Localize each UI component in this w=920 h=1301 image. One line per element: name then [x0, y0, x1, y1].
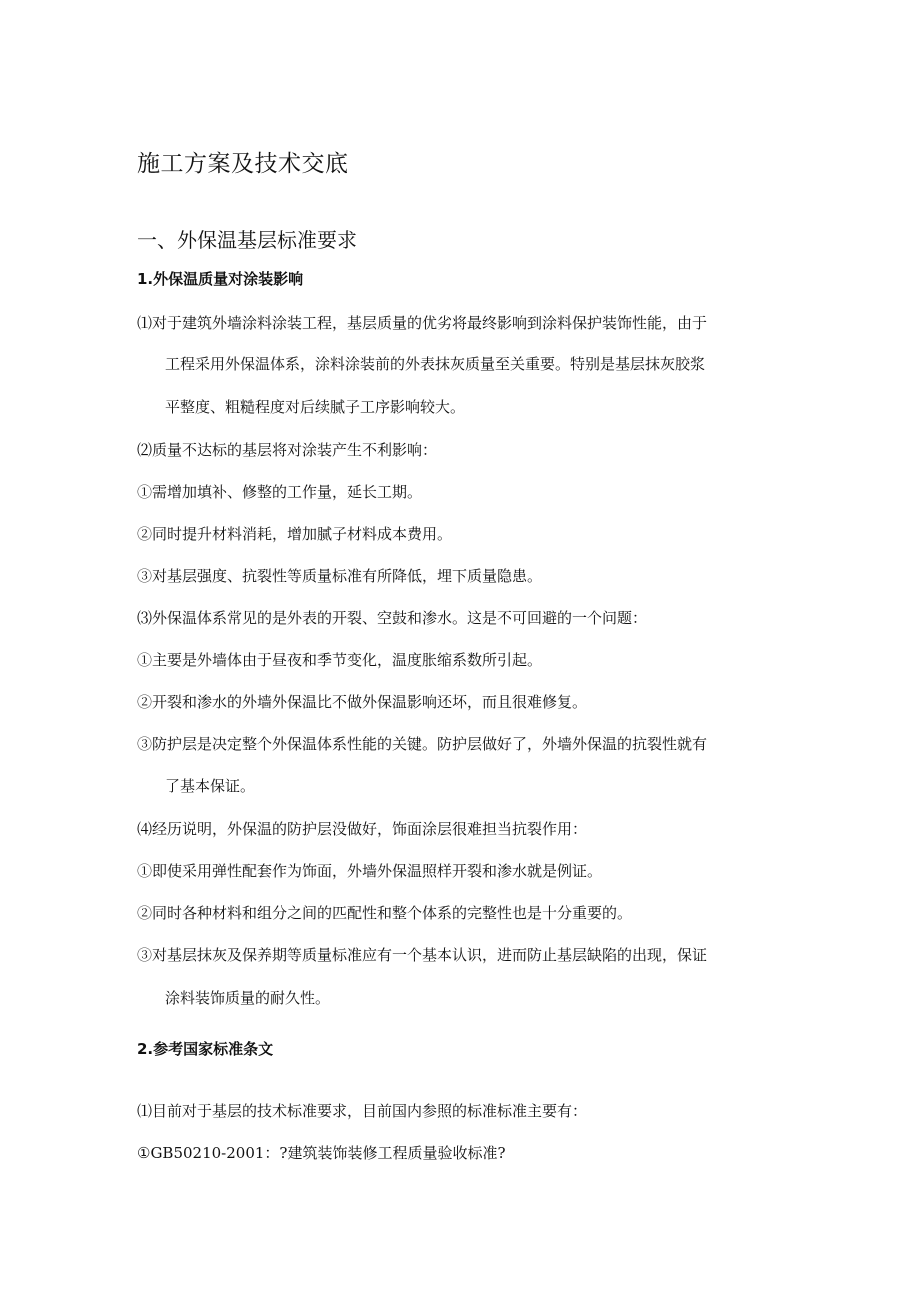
list-item-continuation: 涂料装饰质量的耐久性。 — [165, 989, 331, 1007]
subsection-heading: 1.外保温质量对涂装影响 — [137, 270, 304, 288]
list-item: ③对基层抹灰及保养期等质量标准应有一个基本认识，进而防止基层缺陷的出现，保证 — [137, 946, 708, 964]
paragraph: ⑷经历说明，外保温的防护层没做好，饰面涂层很难担当抗裂作用： — [137, 820, 588, 838]
paragraph-continuation: 平整度、粗糙程度对后续腻子工序影响较大。 — [165, 398, 466, 416]
section-heading: 一、外保温基层标准要求 — [137, 228, 357, 252]
list-item: ①即使采用弹性配套作为饰面，外墙外保温照样开裂和渗水就是例证。 — [137, 862, 603, 880]
list-item: ①需增加填补、修整的工作量，延长工期。 — [137, 483, 423, 501]
list-item: ①GB50210-2001：?建筑装饰装修工程质量验收标准? — [137, 1144, 506, 1162]
list-item: ③防护层是决定整个外保温体系性能的关键。防护层做好了，外墙外保温的抗裂性就有 — [137, 735, 708, 753]
paragraph: ⑶外保温体系常见的是外表的开裂、空鼓和渗水。这是不可回避的一个问题： — [137, 609, 648, 627]
list-item: ②同时提升材料消耗，增加腻子材料成本费用。 — [137, 525, 453, 543]
paragraph-continuation: 工程采用外保温体系，涂料涂装前的外表抹灰质量至关重要。特别是基层抹灰胶浆 — [165, 355, 706, 373]
list-item: ①主要是外墙体由于昼夜和季节变化，温度胀缩系数所引起。 — [137, 651, 543, 669]
list-item-continuation: 了基本保证。 — [165, 777, 256, 795]
subsection-heading: 2.参考国家标准条文 — [137, 1040, 274, 1058]
list-item: ③对基层强度、抗裂性等质量标准有所降低，埋下质量隐患。 — [137, 567, 543, 585]
paragraph: ⑴对于建筑外墙涂料涂装工程，基层质量的优劣将最终影响到涂料保护装饰性能，由于 — [137, 314, 708, 332]
list-item: ②同时各种材料和组分之间的匹配性和整个体系的完整性也是十分重要的。 — [137, 904, 633, 922]
paragraph: ⑵质量不达标的基层将对涂装产生不利影响： — [137, 441, 438, 459]
list-item: ②开裂和渗水的外墙外保温比不做外保温影响还坏，而且很难修复。 — [137, 693, 588, 711]
paragraph: ⑴目前对于基层的技术标准要求，目前国内参照的标准标准主要有： — [137, 1102, 588, 1120]
document-title: 施工方案及技术交底 — [137, 151, 349, 177]
